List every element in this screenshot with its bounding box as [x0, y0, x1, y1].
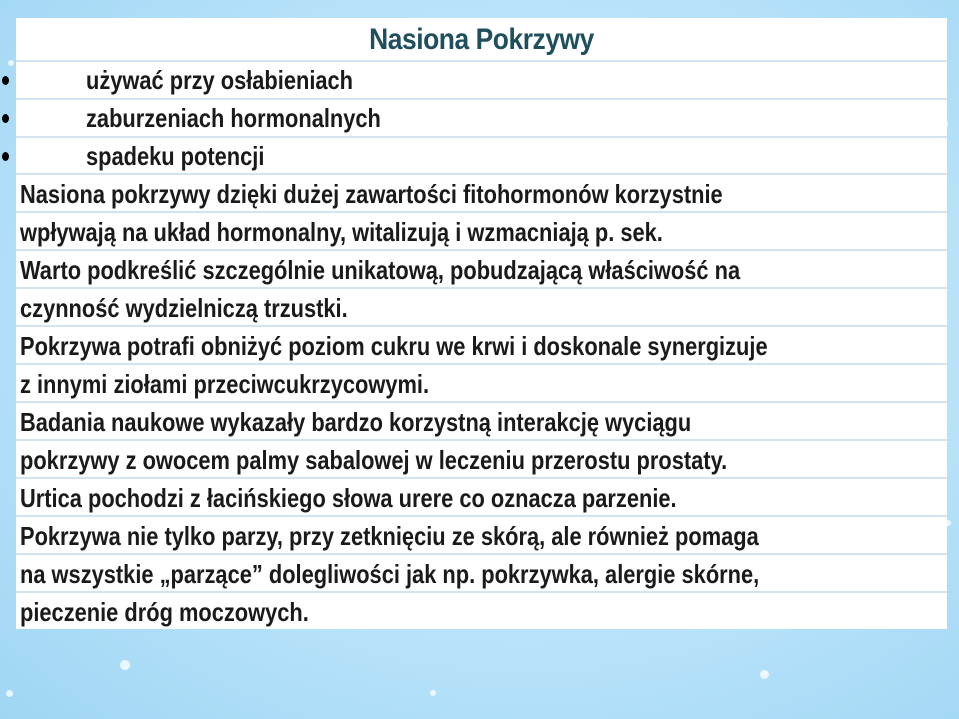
text-line: Urtica pochodzi z łacińskiego słowa urere co oznacza parzenie.: [20, 483, 677, 513]
text-line: Badania naukowe wykazały bardzo korzystną interakcję wyciągu: [20, 407, 692, 437]
bullet-icon: [2, 114, 9, 123]
text-line: z innymi ziołami przeciwcukrzycowymi.: [20, 369, 430, 399]
bullet-icon: [2, 76, 9, 85]
bullet-text: używać przy osłabieniach: [86, 65, 354, 95]
text-line: wpływają na układ hormonalny, witalizują i wzmacniają p. sek.: [20, 217, 663, 247]
text-line: pieczenie dróg moczowych.: [20, 597, 309, 627]
bullet-text: zaburzeniach hormonalnych: [86, 103, 381, 133]
text-line: Pokrzywa nie tylko parzy, przy zetknięciu ze skórą, ale również pomaga: [20, 521, 759, 551]
text-line: Warto podkreślić szczególnie unikatową, pobudzającą właściwość na: [20, 255, 741, 285]
content-panel: [16, 18, 947, 629]
sparkle-decoration: [430, 690, 436, 696]
text-line: Nasiona pokrzywy dzięki dużej zawartości fitohormonów korzystnie: [20, 179, 723, 209]
text-line: czynność wydzielniczą trzustki.: [20, 293, 348, 323]
sparkle-decoration: [120, 660, 130, 670]
text-line: Pokrzywa potrafi obniżyć poziom cukru we krwi i doskonale synergizuje: [20, 331, 768, 361]
sparkle-decoration: [8, 60, 14, 66]
text-line: pokrzywy z owocem palmy sabalowej w leczeniu przerostu prostaty.: [20, 445, 728, 475]
sparkle-decoration: [760, 670, 769, 679]
page-title: Nasiona Pokrzywy: [369, 23, 594, 56]
bullet-icon: [2, 152, 9, 161]
bullet-text: spadeku potencji: [86, 141, 265, 171]
sparkle-decoration: [6, 690, 13, 697]
text-line: na wszystkie „parzące” dolegliwości jak np. pokrzywka, alergie skórne,: [20, 559, 760, 589]
